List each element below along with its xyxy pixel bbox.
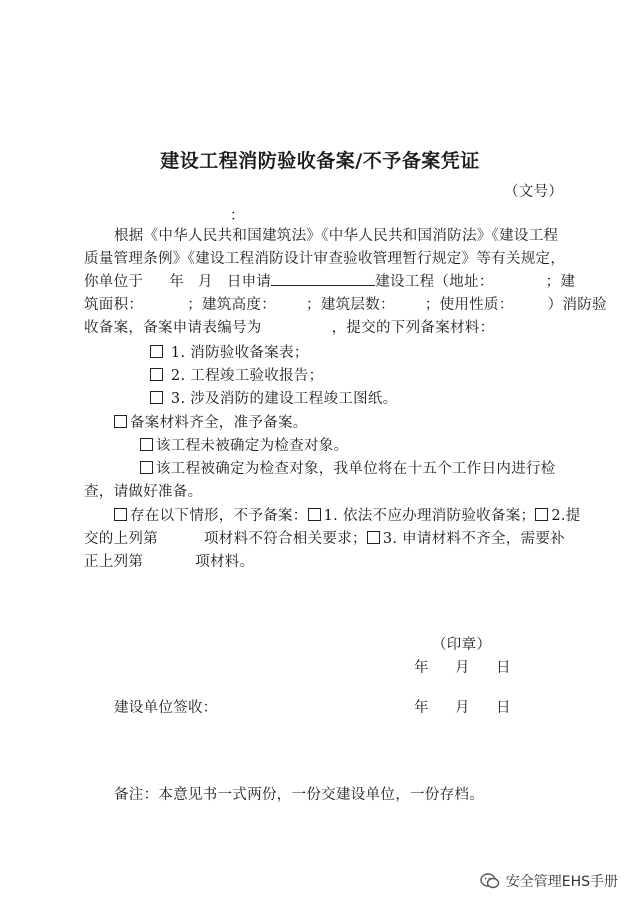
checkbox-icon (140, 438, 153, 451)
addressee: ： (230, 208, 245, 224)
option-inspected: 该工程被确定为检查对象，我单位将在十五个工作日内进行检 (140, 457, 556, 478)
body-line-1: 根据《中华人民共和国建筑法》《中华人民共和国消防法》《建设工程 (114, 228, 559, 244)
option-inspected-cont: 查，请做好准备。 (84, 484, 203, 500)
checkbox-icon (308, 508, 321, 521)
document-title: 建设工程消防验收备案/不予备案凭证 (160, 150, 480, 172)
checkbox-icon (140, 461, 153, 474)
body-line-2: 质量管理条例》《建设工程消防设计审查验收管理暂行规定》等有关规定， (84, 251, 566, 267)
receipt-date: 年 月 日 (414, 700, 517, 716)
checkbox-icon (150, 368, 163, 381)
body-line-5: 收备案，备案申请表编号为 ，提交的下列备案材料： (84, 320, 495, 336)
seal-date: 年 月 日 (414, 660, 517, 676)
body-line-4: 筑面积： ；建筑高度： ；建筑层数： ；使用性质： ）消防验 (84, 297, 607, 313)
reject-line-2: 交的上列第 项材料不符合相关要求； 3. 申请材料不齐全，需要补 (84, 531, 565, 547)
project-name-blank (271, 271, 375, 286)
checkbox-icon (535, 508, 548, 521)
wechat-icon (480, 872, 500, 890)
reject-line-3: 正上列第 项材料。 (84, 554, 255, 570)
option-not-inspected: 该工程未被确定为检查对象。 (140, 434, 348, 455)
body-line-3: 你单位于 年 月 日申请 建设工程（地址： ；建 (84, 270, 575, 291)
remark: 备注：本意见书一式两份，一份交建设单位，一份存档。 (114, 787, 484, 803)
material-item-2: 2. 工程竣工验收报告； (150, 364, 323, 385)
checkbox-icon (114, 415, 127, 428)
watermark (480, 871, 618, 891)
reject-line-1: 存在以下情形，不予备案： 1. 依法不应办理消防验收备案； 2.提 (114, 504, 581, 525)
checkbox-icon (150, 345, 163, 358)
material-item-3: 3. 涉及消防的建设工程竣工图纸。 (150, 387, 397, 408)
document-number: （文号） (504, 184, 564, 200)
seal-label: （印章） (432, 637, 492, 653)
watermark-text: 安全管理EHS手册 (505, 874, 618, 890)
checkbox-icon (114, 508, 127, 521)
checkbox-icon (367, 531, 380, 544)
checkbox-icon (150, 391, 163, 404)
material-item-1: 1. 消防验收备案表； (150, 341, 309, 362)
receipt-label: 建设单位签收： (114, 700, 218, 716)
option-accept: 备案材料齐全，准予备案。 (114, 411, 308, 432)
